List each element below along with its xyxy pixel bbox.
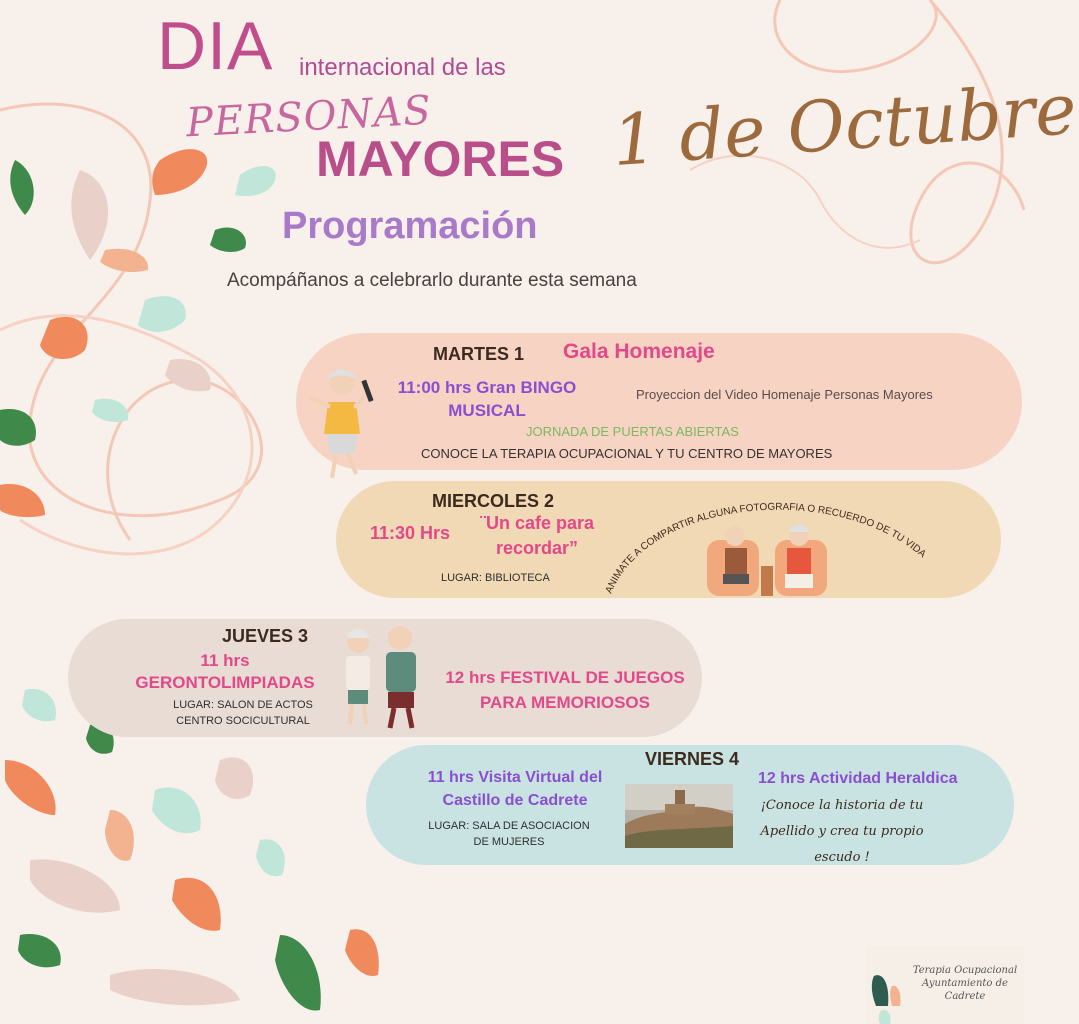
martes-video: Proyeccion del Video Homenaje Personas Mayores (636, 387, 933, 402)
martes-jornada: JORNADA DE PUERTAS ABIERTAS (526, 424, 739, 439)
viernes-event-2: 12 hrs Actividad Heraldica (758, 770, 958, 787)
elderly-couple-walking-illustration (336, 622, 428, 732)
miercoles-curved-text-content: ANIMATE A COMPARTIR ALGUNA FOTOGRAFIA O RECUERDO DE TU VIDA (603, 501, 928, 596)
viernes-event-1: 11 hrs Visita Virtual del Castillo de Cadrete (427, 769, 603, 809)
elderly-couple-coffee-illustration (703, 518, 833, 598)
logo-text: Terapia Ocupacional Ayuntamiento de Cadrete (912, 965, 1018, 1002)
title-dia: DIA (157, 8, 274, 84)
jueves-event-2: 12 hrs FESTIVAL DE JUEGOS PARA MEMORIOSOS (445, 668, 685, 712)
title-personas: PERSONAS (184, 87, 433, 147)
martes-day-label: MARTES 1 (433, 344, 525, 364)
title-internacional: internacional de las (299, 54, 506, 81)
jueves-day-label: JUEVES 3 (222, 626, 309, 646)
jueves-event-1: 11 hrs GERONTOLIMPIADAS (135, 651, 315, 692)
martes-title: Gala Homenaje (563, 340, 715, 363)
miercoles-day-label: MIERCOLES 2 (432, 491, 555, 511)
viernes-event-2-description: ¡Conoce la historia de tu Apellido y crea tu propio escudo ! (760, 798, 924, 865)
martes-conoce: CONOCE LA TERAPIA OCUPACIONAL Y TU CENTRO DE MAYORES (421, 446, 833, 461)
jueves-lugar: LUGAR: SALON DE ACTOS CENTRO SOCICULTURAL (173, 699, 313, 727)
martes-bingo: 11:00 hrs Gran BINGO MUSICAL (397, 378, 577, 420)
programacion-heading: Programación (282, 205, 538, 247)
elderly-woman-dancing-illustration (310, 362, 380, 482)
viernes-day-label: VIERNES 4 (645, 749, 740, 769)
miercoles-lugar: LUGAR: BIBLIOTECA (441, 572, 550, 584)
miercoles-time: 11:30 Hrs (370, 523, 451, 543)
event-date: 1 de Octubre (609, 67, 1079, 183)
castillo-cadrete-photo (625, 784, 733, 848)
subtitle: Acompáñanos a celebrarlo durante esta semana (227, 270, 637, 291)
title-mayores: MAYORES (316, 131, 565, 187)
miercoles-title: ¨Un cafe para recordar” (479, 513, 595, 558)
viernes-lugar: LUGAR: SALA DE ASOCIACION DE MUJERES (428, 820, 590, 848)
